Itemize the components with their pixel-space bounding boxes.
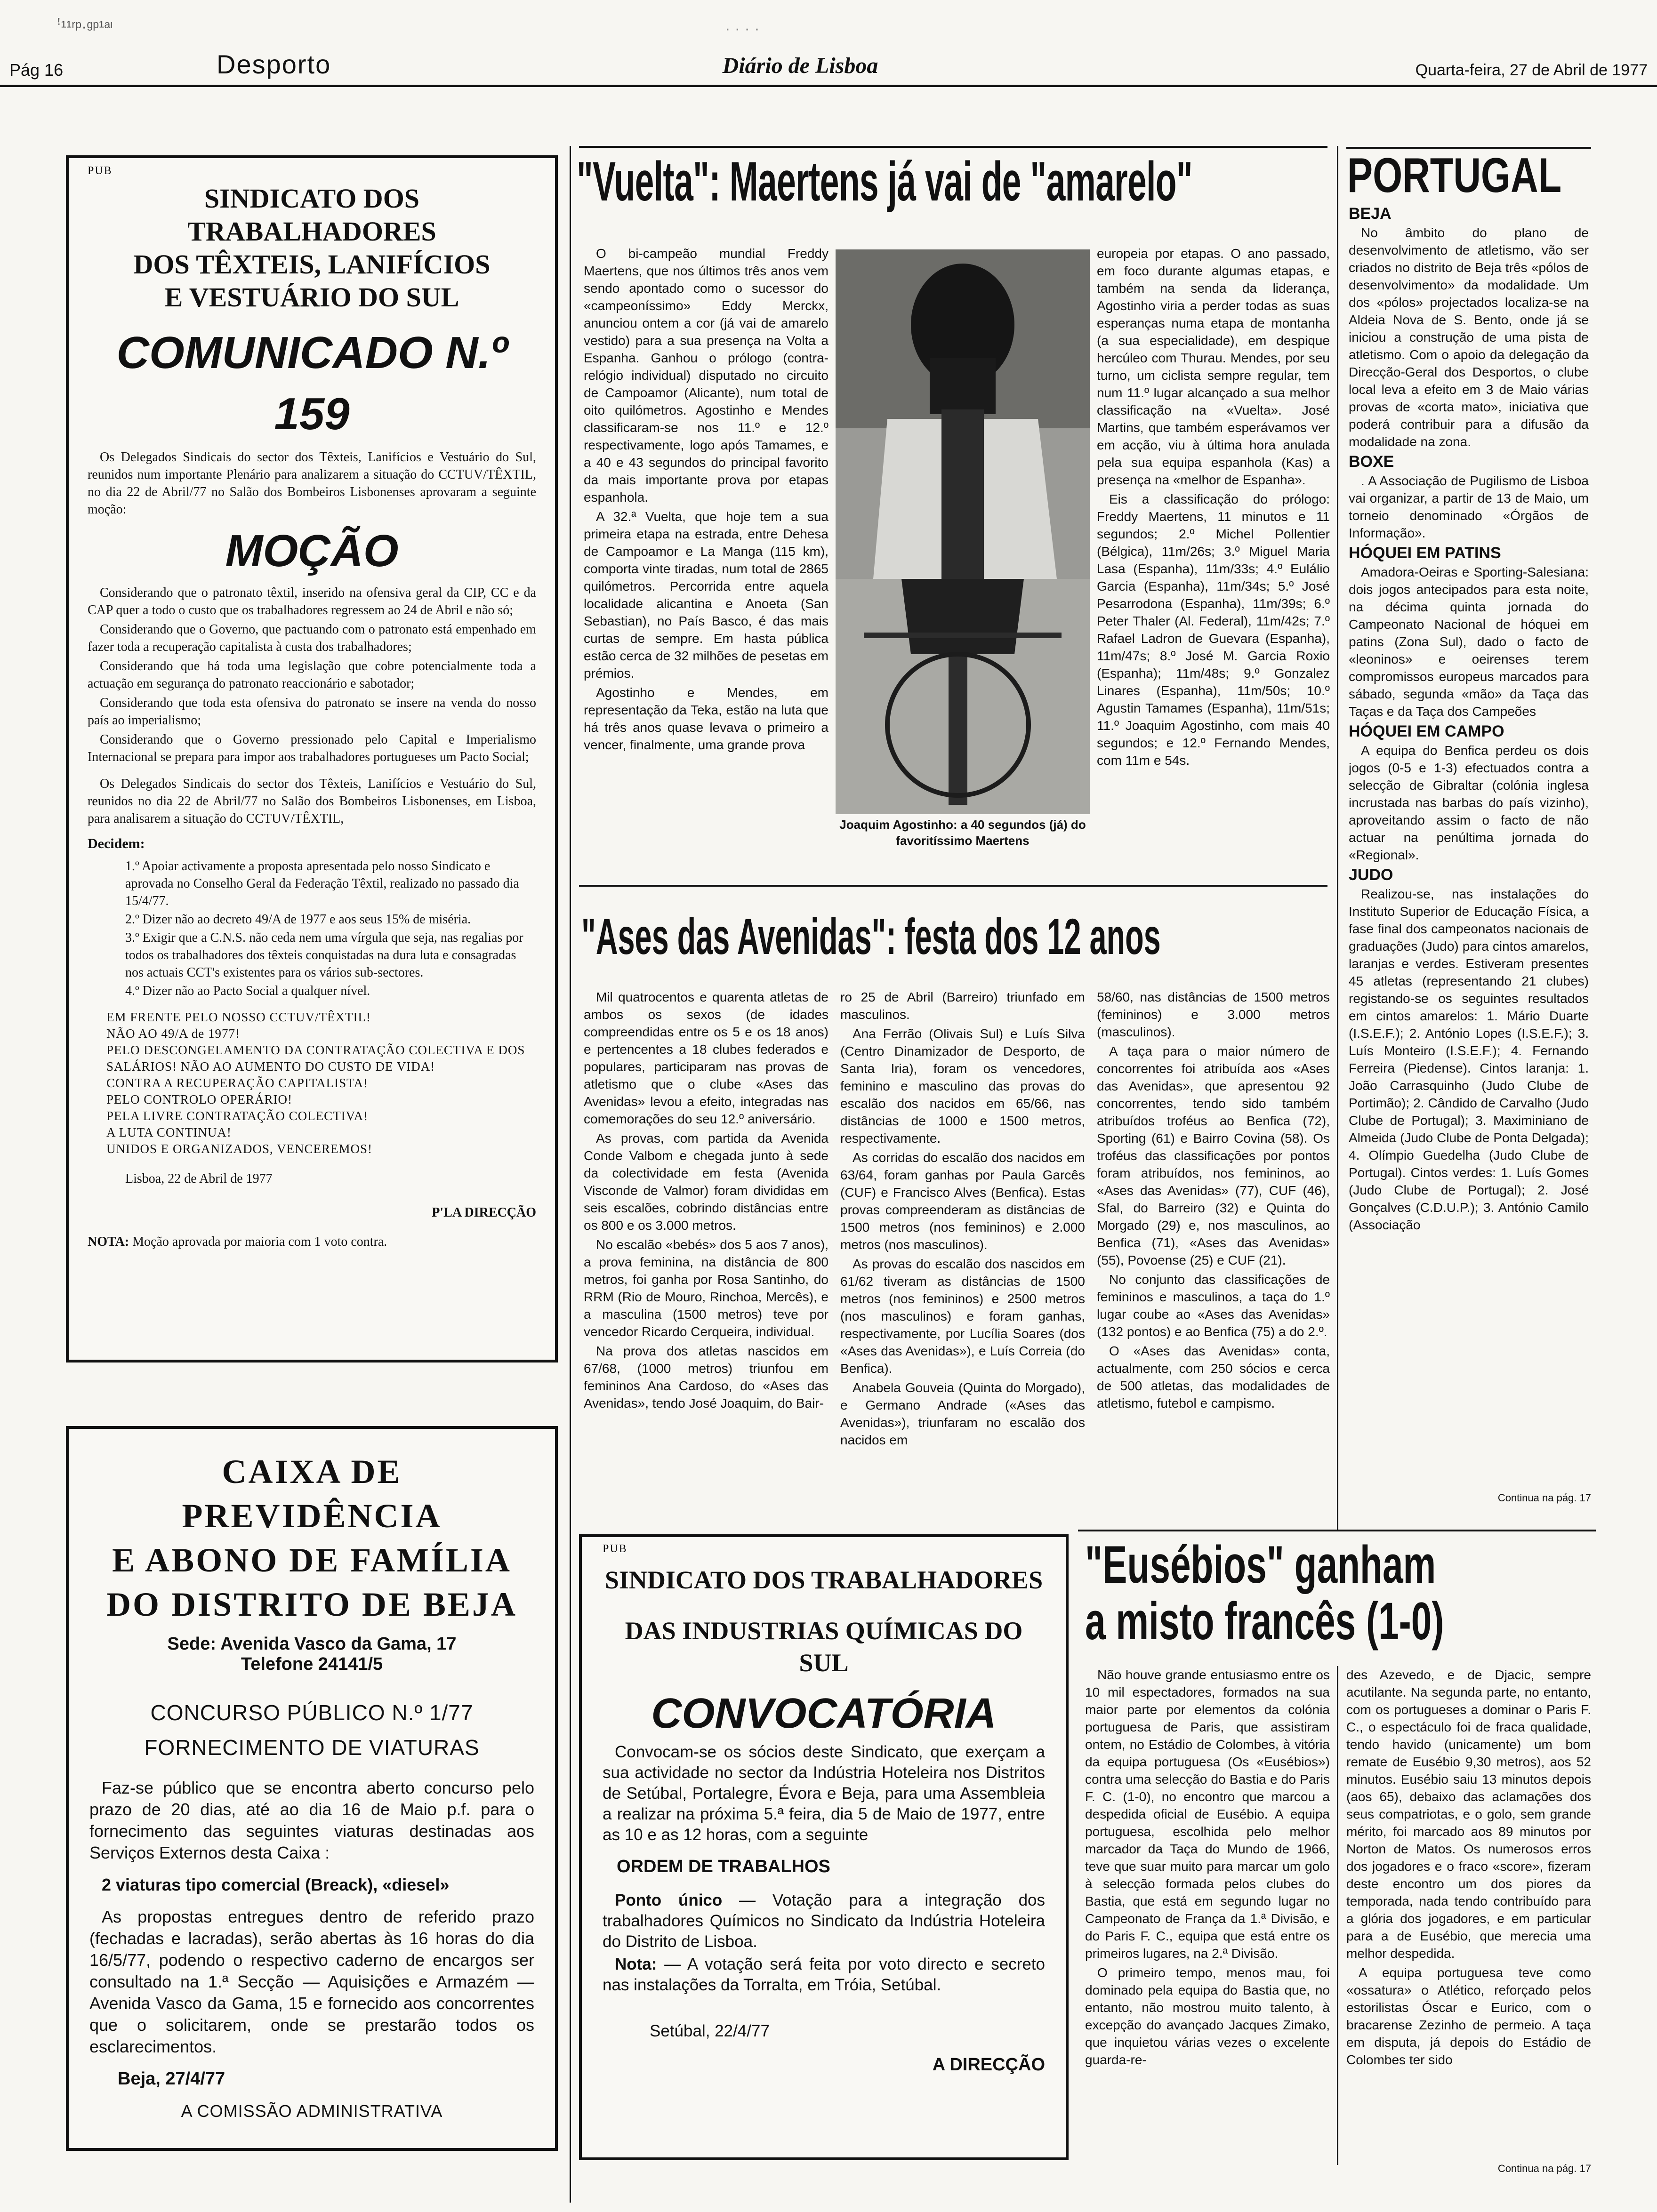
cyclist-photo-graphic <box>836 249 1090 814</box>
quimicas-date: Setúbal, 22/4/77 <box>650 2022 770 2040</box>
caixa-date: Beja, 27/4/77 <box>118 2069 225 2089</box>
considerando: Considerando que o Governo, que pactuando com o patronato está empenhado em fazer toda a recuperação capitalista à custa dos trabalhadores; <box>88 622 536 654</box>
portugal-title-box <box>1347 150 1592 201</box>
considerando: Considerando que o Governo pressionado pelo Capital e Imperialismo Internacional se prepara para impor aos trabalhadores portugueses um Pacto Social; <box>88 732 536 764</box>
vuelta-col-3 <box>1097 245 1330 871</box>
issue-date: Quarta-feira, 27 de Abril de 1977 <box>1415 61 1648 79</box>
vuelta-col-1 <box>584 245 828 871</box>
caixa-title-line: E ABONO DE FAMÍLIA <box>112 1541 512 1579</box>
ases-paragraph: Mil quatrocentos e quarenta atletas de ambos os sexos (de idades compreendidas entre os 5 e os 18 anos) e pertencentes a 18 clubes federados e populares, participaram nas provas de atletismo que o clube «Ases das Avenidas» levou a efeito, integradas nas comemorações do seu 12.º aniversário. <box>584 990 828 1126</box>
ases-headline-text: "Ases das Avenidas": festa dos 12 anos <box>581 908 1161 965</box>
header-rule <box>0 85 1657 87</box>
vuelta-headline-text: "Vuelta": Maertens já vai de "amarelo" <box>577 151 1192 213</box>
column-rule <box>570 146 571 2203</box>
caixa-paragraph: Faz-se público que se encontra aberto concurso pelo prazo de 20 dias, até ao dia 16 de Maio p.f. para o fornecimento das seguintes viaturas destinadas aos Serviços Externos desta Caixa : <box>89 1778 534 1862</box>
caixa-telefone: Telefone 24141/5 <box>241 1654 383 1674</box>
quimicas-signature: A DIRECÇÃO <box>932 2055 1045 2075</box>
ases-paragraph: As provas, com partida da Avenida Conde Valbom e chegada junto à sede da colectividade em festa (Avenida Visconde de Valmor) foram divididas em seis escalões, cobrindo distâncias entre os 800 e os 3.000 metros. <box>584 1131 828 1233</box>
intro-paragraph: Os Delegados Sindicais do sector dos Têxteis, Lanifícios e Vestuário do Sul, reunidos num importante Plenário para analizarem a situação do CCTUV/TÊXTIL, no dia 22 de Abril/77 no Salão dos Bombeiros Lisbonenses aprovaram a seguinte moção: <box>88 450 536 517</box>
column-rule <box>1337 1666 1338 2165</box>
page-number: Pág 16 <box>9 60 64 80</box>
concurso-title: CONCURSO PÚBLICO N.º 1/77 <box>150 1700 474 1725</box>
ases-paragraph: Na prova dos atletas nascidos em 67/68, (1000 metros) triunfou em femininos Ana Cardoso, do «Ases das Avenidas», tendo José Joaquim, do Bair- <box>584 1344 828 1411</box>
ases-paragraph: A taça para o maior número de concorrentes foi atribuída aos «Ases das Avenidas», que apresentou 92 concorrentes, tendo sido também atribuídos troféus ao Benfica (72), Sporting (61) e Bairro Covina (58). Os troféus das classificações por pontos foram atribuídos, nos femininos, ao «Ases das Avenidas» (77), CUF (46), Sfal, do Barreiro (32) e Quinta do Morgado (29) e, nos masculinos, ao Benfica (71), «Ases das Avenidas» (55), Povoense (25) e CUF (21). <box>1097 1044 1330 1267</box>
photo-caption: Joaquim Agostinho: a 40 segundos (já) do favoritíssimo Maertens <box>839 817 1086 848</box>
comunicado-title: COMUNICADO N.º 159 <box>116 328 507 439</box>
union-title-line: DOS TÊXTEIS, LANIFÍCIOS <box>133 249 491 280</box>
note-label: NOTA: <box>88 1234 129 1249</box>
mocao-title: MOÇÃO <box>225 526 399 576</box>
vuelta-paragraph: O bi-campeão mundial Freddy Maertens, que nos últimos três anos vem sendo apontado como o sucessor do «campeoníssimo» Eddy Merckx, anunciou ontem a cor (já vai de amarelo vestido) para a sua presença na Volta a Espanha. Ganhou o prólogo (contra-relógio individual) disputado no circuito de Campoamor (Alicante), num total de oito quilómetros. Agostinho e Mendes classificaram-se nos 11.º e 12.º respectivamente, logo após Tamames, e a 40 e 43 segundos do principal favorito da mais importante prova por etapas espanhola. <box>584 246 828 505</box>
convocatoria-title: CONVOCATÓRIA <box>651 1690 997 1737</box>
eusebios-headline-line: "Eusébios" ganham <box>1085 1537 1436 1594</box>
ases-paragraph: As corridas do escalão dos nacidos em 63/64, foram ganhas por Paula Garcês (CUF) e Francisco Alves (Benfica). Estas provas compreenderam as distâncias de 1500 metros (nos femininos) e 2.000 metros (nos masculinos). <box>840 1150 1085 1252</box>
eusebios-paragraph: O primeiro tempo, menos mau, foi dominado pela equipa do Bastia que, no entanto, não mostrou muito talento, à excepção do avançado Jacques Zimako, que inquietou várias vezes o excelente guarda-re- <box>1085 1965 1330 2067</box>
vuelta-paragraph: europeia por etapas. O ano passado, em foco durante algumas etapas, e também na senda da liderança, Agostinho viria a perder todas as suas esperanças numa etapa de montanha (a sua especialidade), em despique hercúleo com Thurau. Mendes, por seu turno, um ciclista sempre regular, tem num 11.º lugar alcançado a sua melhor classificação na «Vuelta». José Martins, que também esperávamos ver em acção, viu à última hora anulada pela sua equipa espanhola (Kas) a presença na «melhor de Espanha». <box>1097 246 1330 487</box>
brief-text: Amadora-Oeiras e Sporting-Salesiana: dois jogos antecipados para esta noite, na décima quinta jornada do Campeonato Nacional de hóquei em patins (Zona Sul), dado o facto de «leoninos» e oeirenses terem compromissos europeus marcados para sábado, segunda «mão» da Taça das Taças e da Taça dos Campeões <box>1349 565 1589 719</box>
ad-caixa-box <box>66 1426 558 2151</box>
article-rule <box>579 146 1327 148</box>
ases-paragraph: 58/60, nas distâncias de 1500 metros (femininos) e 3.000 metros (masculinos). <box>1097 990 1330 1039</box>
article-rule <box>1078 1530 1596 1531</box>
ases-col-2 <box>840 988 1085 1511</box>
caixa-signature: A COMISSÃO ADMINISTRATIVA <box>181 2101 443 2121</box>
ad-note <box>88 1234 536 1250</box>
note-text: Moção aprovada por maioria com 1 voto contra. <box>132 1234 387 1249</box>
slogan: PELO CONTROLO OPERÁRIO! <box>106 1092 293 1106</box>
vuelta-headline <box>577 149 1330 219</box>
brief-text: . A Associação de Pugilismo de Lisboa vai organizar, a partir de 13 de Maio, um torneio denominado «Órgãos de Informação». <box>1349 473 1589 540</box>
ordem-title: ORDEM DE TRABALHOS <box>617 1857 830 1876</box>
ad-date: Lisboa, 22 de Abril de 1977 <box>125 1171 273 1186</box>
eusebios-headline-line: a misto francês (1-0) <box>1085 1592 1444 1651</box>
brief-text: Realizou-se, nas instalações do Instituto Superior de Educação Física, a fase final dos campeonatos nacionais de graduações (Judo) para cintos amarelos, laranjas e verdes. Estiveram presentes 45 atletas (representando 21 clubes) registando-se os seguintes resultados em cintos amarelos: 1. Mário Duarte (I.S.E.F.); 2. António Lopes (I.S.E.F.); 3. Luís Monteiro (I.S.E.F.); 4. Fernando Ferreira (Piedense). Cintos laranja: 1. João Carrasquinho (Judo Clube de Portimão); 2. Cândido de Carvalho (Judo Clube de Portugal); 3. Maximiniano de Almeida (Judo Clube de Ponta Delgada); 4. Olímpio Guedelha (Judo Clube de Portugal). Cintos verdes: 1. Luís Gomes (Judo Clube de Portugal); 2. José Gonçalves (C.D.U.P.); 3. António Camilo (Associação <box>1349 887 1589 1232</box>
eusebios-col-1 <box>1085 1666 1330 2160</box>
ases-col-3 <box>1097 988 1330 1511</box>
slogan: PELO DESCONGELAMENTO DA CONTRATAÇÃO COLECTIVA E DOS SALÁRIOS! NÃO AO AUMENTO DO CUSTO DE VIDA! <box>106 1043 525 1074</box>
ases-paragraph: As provas do escalão dos nascidos em 61/62 tiveram as distâncias de 1500 metros (nos femininos) e 2500 metros (nos masculinos) e foram ganhas, respectivamente, por Lucília Soares (dos «Ases das Avenidas»), e Luís Correia (do Benfica). <box>840 1257 1085 1376</box>
second-paragraph: Os Delegados Sindicais do sector dos Têxteis, Lanifícios e Vestuário do Sul, reunidos no dia 22 de Abril/77 no Salão dos Bombeiros Lisbonenses, em Lisboa, para analisarem a situação do CCTUV/TÊXTIL, <box>88 777 536 826</box>
portugal-title: PORTUGAL <box>1347 150 1562 201</box>
portugal-continued: Continua na pág. 17 <box>1497 1492 1591 1504</box>
fornecimento-title: FORNECIMENTO DE VIATURAS <box>144 1735 480 1760</box>
vuelta-paragraph: Agostinho e Mendes, em representação da Teka, estão na luta que há três anos quase levava o primeiro a vencer, finalmente, uma grande prova <box>584 685 828 752</box>
union-title-line: SINDICATO DOS TRABALHADORES <box>604 1566 1043 1594</box>
top-faint-text-center: · · · · <box>725 20 760 38</box>
brief-heading: HÓQUEI EM PATINS <box>1349 544 1501 562</box>
union-title-line: E VESTUÁRIO DO SUL <box>164 282 459 313</box>
ad-quimicas-box <box>579 1534 1069 2160</box>
brief-text: No âmbito do plano de desenvolvimento de atletismo, vão ser criados no distrito de Beja três «pólos de desenvolvimento» da modalidade. Um dos «pólos» projectados localiza-se na Aldeia Nova de S. Bento, onde já se iniciou a construção de uma pista de atletismo. Com o apoio da delegação da Direcção-Geral dos Desportos, o clube local leva a efeito em 3 de Maio várias provas de «corta mato», iniciativa que poderá contribuir para a difusão da modalidade na zona. <box>1349 225 1589 449</box>
maertens-photo <box>836 249 1090 814</box>
top-faint-text-left: ꜝ¹¹ʳᵖ·ᵍᵖ¹ᵃᶦ <box>56 18 113 36</box>
ases-paragraph: No conjunto das classificações de femininos e masculinos, a taça do 1.º lugar coube ao «Ases das Avenidas» (132 pontos) e ao Benfica (75) a do 2.º. <box>1097 1272 1330 1339</box>
caixa-title-line: DO DISTRITO DE BEJA <box>106 1586 517 1623</box>
decision-item: 4.º Dizer não ao Pacto Social a qualquer nível. <box>125 984 370 998</box>
ases-paragraph: ro 25 de Abril (Barreiro) triunfado em masculinos. <box>840 990 1085 1022</box>
eusebios-headline <box>1085 1537 1598 1654</box>
vuelta-paragraph: Eis a classificação do prólogo: Freddy Maertens, 11 minutos e 11 segundos; 2.º Michel Pollentier (Bélgica), 11m/26s; 3.º Miguel Maria Lasa (Espanha), 11m/33s; 4.º Eulálio Garcia (Espanha), 11m/34s; 5.º José Pesarrodona (Espanha), 11m/39s; 6.º Peter Thaler (Al. Federal), 11m/42s; 7.º Rafael Ladron de Guevara (Espanha), 11m/47s; 8.º José M. Garcia Roxio (Espanha); 11m/48s; 9.º Gonzalez Linares (Espanha), 11m/50s; 10.º Agustin Tamames (Espanha), 11m/51s; 11.º Joaquim Agostinho, com mais 40 segundos; e 12.º Fernando Mendes, com 11m e 54s. <box>1097 492 1330 768</box>
ases-paragraph: No escalão «bebés» dos 5 aos 7 anos), a prova feminina, na distância de 800 metros, foi ganha por Rosa Santinho, do RRM (Rio de Mouro, Rinchoa, Mercês), e a masculina (1500 metros) teve por vencedor Ricardo Cerqueira, individual. <box>584 1237 828 1339</box>
column-rule <box>1337 146 1338 1530</box>
nota-text: — A votação será feita por voto directo e secreto nas instalações da Torralta, em Tróia, Setúbal. <box>603 1955 1046 1994</box>
decidem-label: Decidem: <box>88 836 145 851</box>
portugal-briefs <box>1349 202 1589 1515</box>
ad-signature: P'LA DIRECÇÃO <box>432 1205 536 1220</box>
slogan: EM FRENTE PELO NOSSO CCTUV/TÊXTIL! <box>106 1010 371 1024</box>
slogan: A LUTA CONTINUA! <box>106 1125 232 1139</box>
caixa-paragraph: As propostas entregues dentro de referido prazo (fechadas e lacradas), serão abertas às 16 horas do dia 16/5/77, podendo o respectivo caderno de encargos ser consultado na 1.ª Secção — Aquisições e Armazém — Avenida Vasco da Gama, 15 e fornecido aos concorrentes que o solicitarem, onde se prestarão todos os esclarecimentos. <box>89 1907 534 2056</box>
ases-col-1 <box>584 988 828 1511</box>
slogan: UNIDOS E ORGANIZADOS, VENCEREMOS! <box>106 1142 373 1156</box>
decision-item: 3.º Exigir que a C.N.S. não ceda nem uma vírgula que seja, nas regalias por todos os trabalhadores dos têxteis conquistadas na dura luta e consagradas nos actuais CCT's existentes para os vários sub-sectores. <box>125 930 523 980</box>
brief-heading: JUDO <box>1349 866 1393 884</box>
ponto-unico <box>603 1890 1045 1952</box>
eusebios-paragraph: Não houve grande entusiasmo entre os 10 mil espectadores, formados na sua maior parte por elementos da colónia portuguesa de Paris, que assistiram ontem, no Estádio de Colombes, à vitória da equipa portuguesa (Os «Eusébios») contra uma selecção do Bastia e do Paris F. C. (1-0), no encontro que marcou a despedida oficial de Eusébio. A equipa portuguesa, escolhida pelo melhor marcador da Taça do Mundo de 1966, teve que suar muito para marcar um golo à selecção formada pelos clubes do Bastia, que está em segundo lugar no Campeonato de França da 1.ª Divisão, e do Paris F. C., equipa que está entre os primeiros lugares, na 2.ª Divisão. <box>1085 1667 1330 1961</box>
quimicas-note <box>603 1954 1045 1996</box>
caixa-title-line: CAIXA DE PREVIDÊNCIA <box>182 1453 442 1535</box>
ases-paragraph: O «Ases das Avenidas» conta, actualmente, com 250 sócios e cerca de 500 atletas, das modalidades de atletismo, futebol e campismo. <box>1097 1344 1330 1411</box>
article-rule <box>579 885 1327 887</box>
brief-text: A equipa do Benfica perdeu os dois jogos (0-5 e 1-3) efectuados contra a selecção de Gibraltar (colónia inglesa incrustada nas barbas do país vizinho), aproveitando assim o facto de não actuar na penúltima jornada do «Regional». <box>1349 743 1589 862</box>
portugal-top-rule <box>1346 147 1591 149</box>
pub-label: PUB <box>603 1543 627 1555</box>
brief-heading: BOXE <box>1349 453 1394 471</box>
considerando: Considerando que o patronato têxtil, inserido na ofensiva geral da CIP, CC e da CAP quer a todo o custo que os trabalhadores regressem ao 24 de Abril e não só; <box>88 585 536 617</box>
brief-heading: BEJA <box>1349 205 1392 223</box>
masthead: Diário de Lisboa <box>722 53 878 78</box>
decision-item: 2.º Dizer não ao decreto 49/A de 1977 e aos seus 15% de miséria. <box>125 912 471 927</box>
pub-label: PUB <box>88 165 113 177</box>
considerando: Considerando que há toda uma legislação que cobre potencialmente toda a actuação em segurança do patronato reaccionário e sabotador; <box>88 659 536 691</box>
union-title-line: SINDICATO DOS TRABALHADORES <box>187 183 436 247</box>
ases-paragraph: Anabela Gouveia (Quinta do Morgado), e Germano Andrade («Ases das Avenidas»), triunfaram no escalão dos nacidos em <box>840 1380 1085 1447</box>
eusebios-continued: Continua na pág. 17 <box>1497 2163 1591 2174</box>
ases-paragraph: Ana Ferrão (Olivais Sul) e Luís Silva (Centro Dinamizador de Desporto, de Santa Iria), foram os vencedores, feminino e masculino das provas do escalão dos nacidos em 65/66, nas distâncias de 1000 e 1500 metros, respectivamente. <box>840 1026 1085 1146</box>
eusebios-paragraph: A equipa portuguesa teve como «ossatura» o Atlético, reforçado pelos estorilistas Óscar e Eurico, com o bracarense Zezinho de permeio. A taça em disputa, já depois do Estádio de Colombes ter sido <box>1346 1965 1591 2067</box>
ases-headline <box>581 908 1330 970</box>
slogan: PELA LIVRE CONTRATAÇÃO COLECTIVA! <box>106 1109 369 1123</box>
section-title: Desporto <box>217 49 331 79</box>
ad-textil-box <box>66 155 558 1362</box>
ponto-text: — Votação para a integração dos trabalhadores Químicos no Sindicato da Indústria Hoteleira do Distrito de Lisboa. <box>603 1891 1045 1951</box>
brief-heading: HÓQUEI EM CAMPO <box>1349 722 1504 740</box>
considerando: Considerando que toda esta ofensiva do patronato se insere na venda do nosso país ao imperialismo; <box>88 696 536 728</box>
eusebios-paragraph: des Azevedo, e de Djacic, sempre acutilante. Na segunda parte, no entanto, com os portugueses a dominar o Paris F. C., o espectáculo foi de fraca qualidade, tendo havido (unicamente) um bom remate de Eusébio 9,30 metros), aos 52 minutos. Eusébio saiu 13 minutos depois (aos 65), debaixo das aclamações dos seus compatriotas, e o golo, sem grande mérito, foi marcado aos 89 minutos por Norton de Matos. Os numerosos erros dos jogadores e o fraco «score», fizeram deste encontro um dos piores da temporada, nada tendo contribuído para a glória dos jogadores, e em particular para a de Eusébio, que merecia uma melhor despedida. <box>1346 1667 1591 1961</box>
slogan: NÃO AO 49/A de 1977! <box>106 1026 240 1041</box>
union-title-line: DAS INDUSTRIAS QUÍMICAS DO SUL <box>625 1617 1023 1677</box>
vuelta-paragraph: A 32.ª Vuelta, que hoje tem a sua primeira etapa na estrada, entre Dehesa de Campoamor e La Manga (115 km), comporta vinte tiradas, num total de 2865 quilómetros. Percorrida entre aquela localidade alicantina e Anoeta (San Sebastian), no País Basco, é das mais curtas de sempre. Em hasta pública estão cerca de 32 milhões de pesetas em prémios. <box>584 509 828 681</box>
eusebios-col-2 <box>1346 1666 1591 2160</box>
quimicas-paragraph: Convocam-se os sócios deste Sindicato, que exerçam a sua actividade no sector da Indústria Hoteleira nos Distritos de Setúbal, Portalegre, Évora e Beja, para uma Assembleia a realizar na próxima 5.ª feira, dia 5 de Maio de 1977, entre as 10 e as 12 horas, com a seguinte <box>603 1743 1045 1844</box>
caixa-sede: Sede: Avenida Vasco da Gama, 17 <box>167 1634 457 1654</box>
slogan: CONTRA A RECUPERAÇÃO CAPITALISTA! <box>106 1076 368 1090</box>
caixa-vehicles: 2 viaturas tipo comercial (Breack), «diesel» <box>102 1875 450 1894</box>
ponto-label: Ponto único <box>615 1891 723 1909</box>
decision-item: 1.º Apoiar activamente a proposta apresentada pelo nosso Sindicato e aprovada no Conselho Geral da Federação Têxtil, realizado no passado dia 15/4/77. <box>125 859 519 908</box>
nota-label: Nota: <box>615 1955 657 1973</box>
